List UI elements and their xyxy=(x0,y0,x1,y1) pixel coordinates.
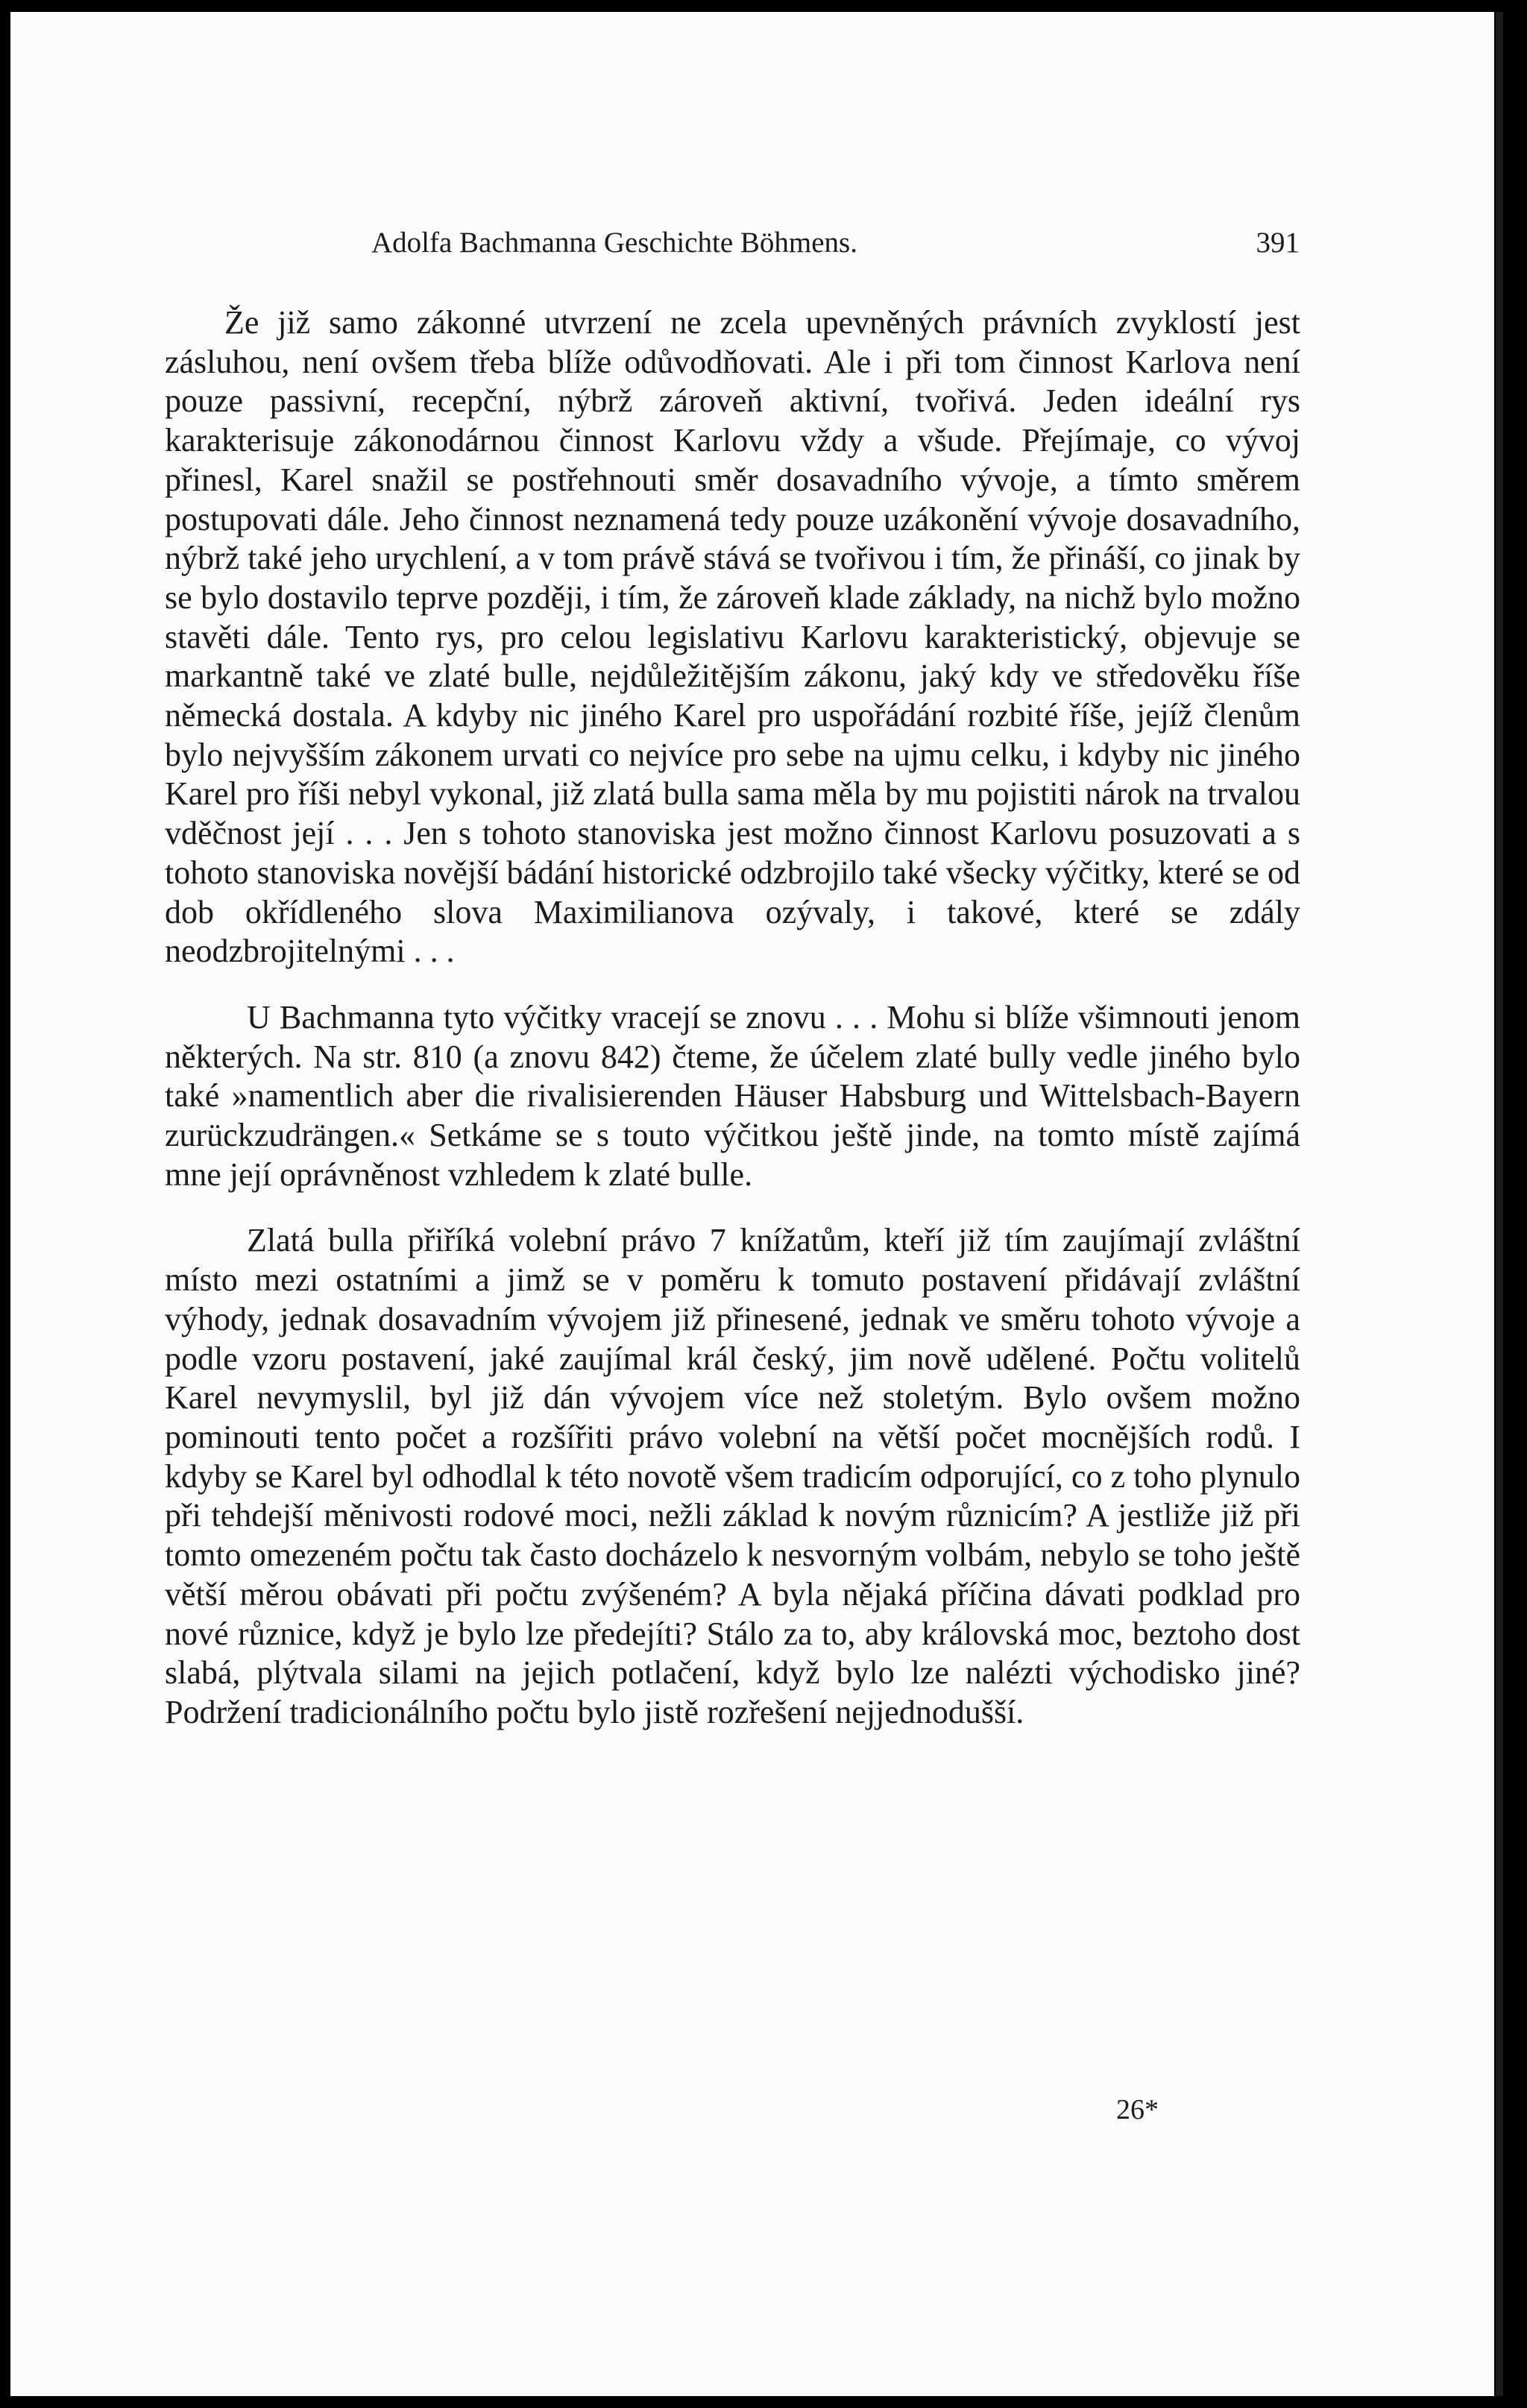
running-header xyxy=(166,218,1300,263)
body-text xyxy=(165,303,1300,1733)
page-edge-shadow xyxy=(1496,12,1503,2396)
page-number: 391 xyxy=(1256,227,1300,259)
printer-signature-mark: 26* xyxy=(1116,2094,1159,2125)
running-header-title: Adolfa Bachmanna Geschichte Böhmens. xyxy=(371,227,857,259)
paragraph-2: U Bachmanna tyto výčitky vracejí se znovu . . . Mohu si blíže všimnouti jenom některých. Na str. 810 (a znovu 842) čteme, že účelem zlaté bully vedle jiného bylo také »namentlich aber die rivalisierenden Häuser Habsburg und Wittelsbach-Bayern zurückzudrängen.« Setkáme se s toutо výčitkou ještě jinde, na tomto místě zajímá mne její oprávněnost vzhledem k zlaté bulle. xyxy=(165,998,1300,1193)
paragraph-3: Zlatá bulla přiříká volební právo 7 knížatům, kteří již tím zaujímají zvláštní místo mezi ostatními a jimž se v poměru k tomuto postavení přidávají zvláštní výhody, jednak dosavadním vývojem již přinesené, jednak ve směru tohoto vývoje a podle vzoru postavení, jaké zaujímal král český, jim nově udělené. Počtu volitelů Karel nevymyslil, byl již dán vývojem více než stoletým. Bylo ovšem možno pominouti tento počet a rozšířiti právo volební na větší počet mocnějších rodů. I kdyby se Karel byl odhodlal k této novotě všem tradicím odporující, co z toho plynulo při tehdejší měnivosti rodové moci, nežli základ k novým různicím? A jestliže již při tomto omezeném počtu tak často docházelo k nesvorným volbám, nebylo se toho ještě větší měrou obávati při počtu zvýšeném? A byla nějaká příčina dávati podklad pro nové různice, když je bylo lze předejíti? Stálo za to, aby královská moc, beztoho dost slabá, plýtvala silami na jejich potlačení, když bylo lze nalézti východisko jiné? Podržení tradicionálního počtu bylo jistě rozřešení nejjednodušší. xyxy=(165,1222,1300,1730)
paragraph-1: Že již samo zákonné utvrzení ne zcela upevněných právních zvyklostí jest zásluhou, není ovšem třeba blíže odůvodňovati. Ale i při tom činnost Karlova není pouze passivní, recepční, nýbrž zároveň aktivní, tvořivá. Jeden ideální rys karakterisuje zákonodárnou činnost Karlovu vždy a všude. Přejímaje, co vývoj přinesl, Karel snažil se postřehnouti směr dosavadního vývoje, a tímto směrem postupovati dále. Jeho činnost neznamená tedy pouze uzákonění vývoje dosavadního, nýbrž také jeho urychlení, a v tom právě stává se tvořivou i tím, že přináší, co jinak by se bylo dostavilo teprve později, i tím, že zároveň klade základy, na nichž bylo možno stavěti dále. Tento rys, pro celou legislativu Karlovu karakteristický, objevuje se markantně také ve zlaté bulle, nejdůležitějším zákonu, jaký kdy ve středověku říše německá dostala. A kdyby nic jiného Karel pro uspořádání rozbité říše, jejíž členům bylo nejvyšším zákonem urvati co nejvíce pro sebe na ujmu celku, i kdyby nic jiného Karel pro říši nebyl vykonal, již zlatá bulla sama měla by mu pojistiti nárok na trvalou vděčnost její . . . Jen s tohoto stanoviska jest možno činnost Karlovu posuzovati a s tohoto stanoviska novější bádání historické odzbrojilo také všecky výčitky, které se od dob okřídleného slova Maximilianova ozývaly, i takové, které se zdály neodzbrojitelnými . . . xyxy=(165,304,1300,970)
